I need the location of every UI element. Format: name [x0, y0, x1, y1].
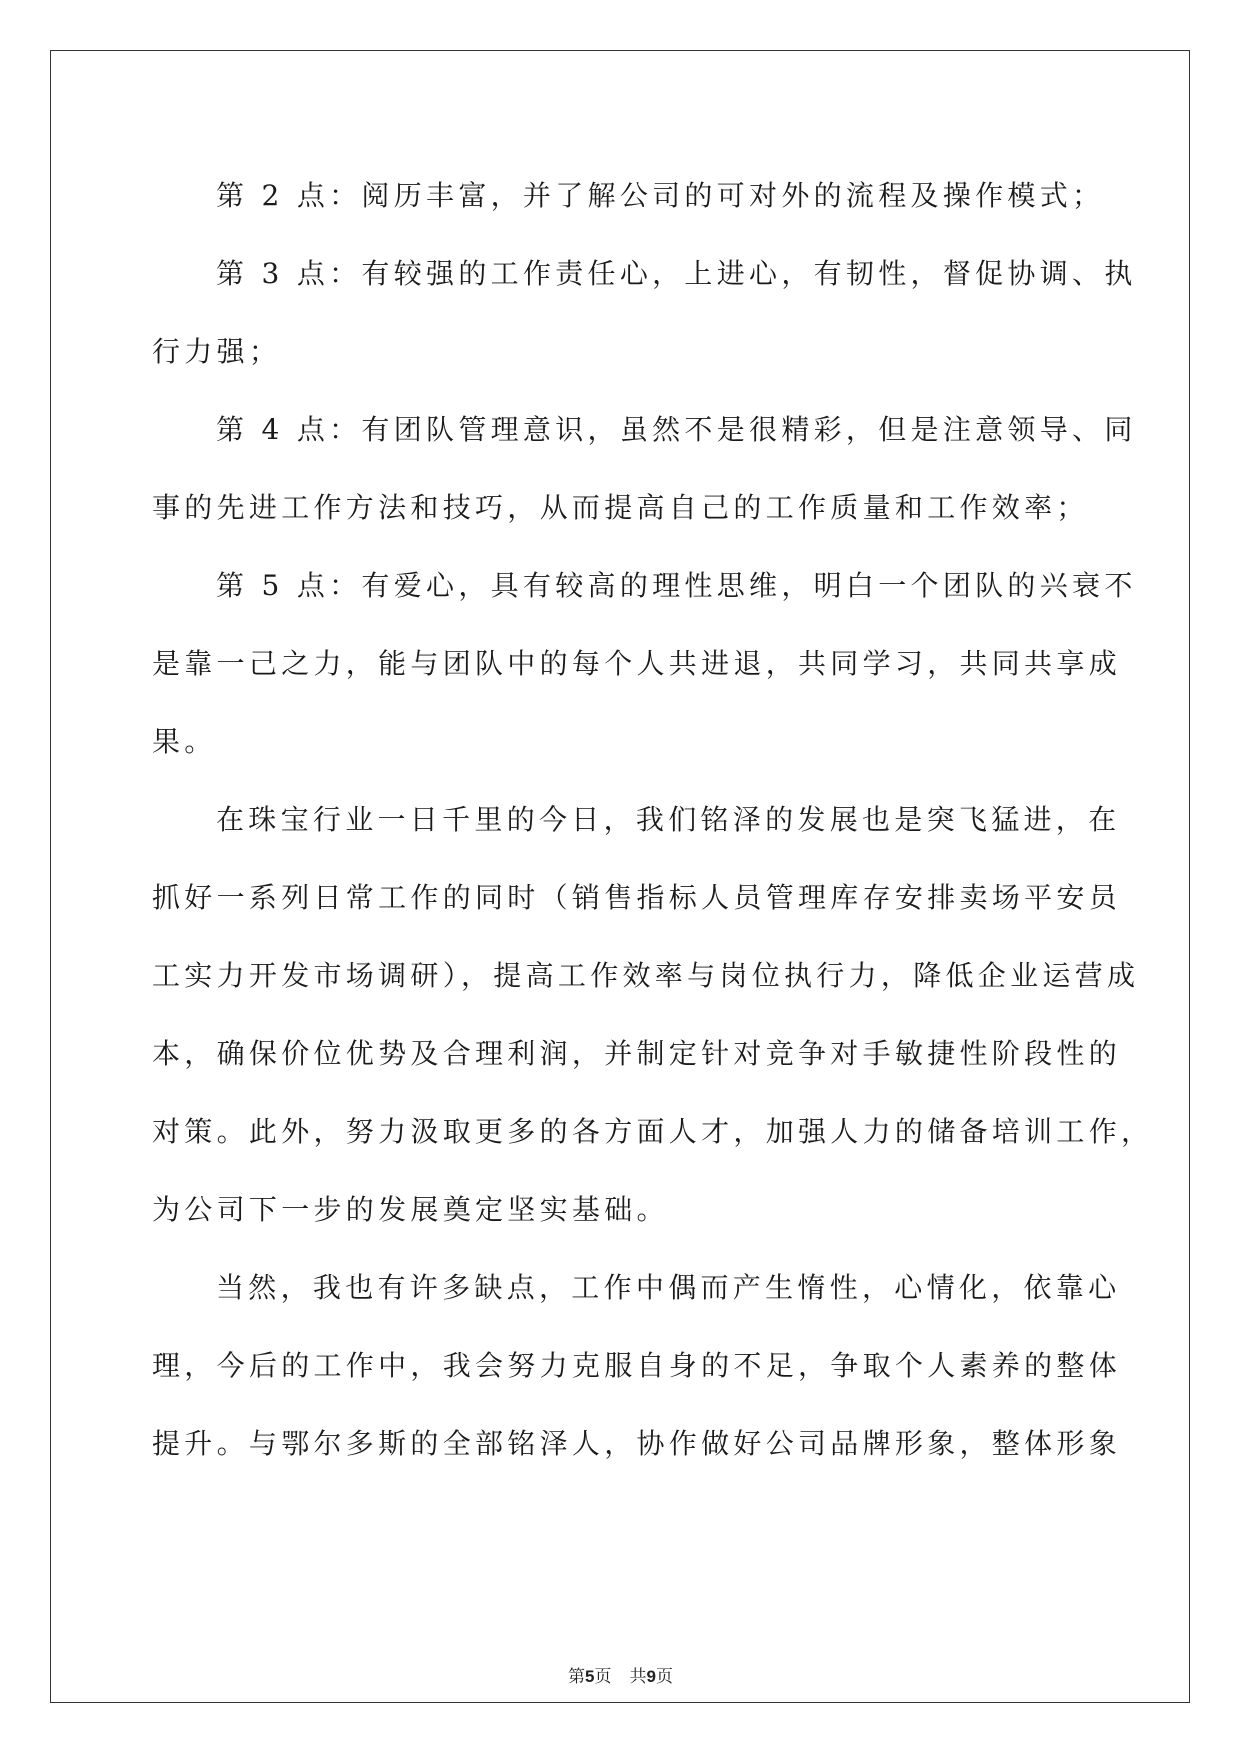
text-line: 抓好一系列日常工作的同时（销售指标人员管理库存安排卖场平安员 [152, 881, 1122, 914]
text-line: 在珠宝行业一日千里的今日，我们铭泽的发展也是突飞猛进，在 [216, 803, 1121, 836]
text-line: 为公司下一步的发展奠定坚实基础。 [152, 1193, 669, 1226]
text-line: 行力强； [152, 335, 282, 368]
document-body [152, 157, 1154, 1483]
page-number: 5 [585, 1667, 595, 1686]
text-line: 本，确保价位优势及合理利润，并制定针对竞争对手敏捷性阶段性的 [152, 1037, 1122, 1070]
page-label-suffix: 页 [594, 1667, 612, 1687]
text-line: 第 5 点：有爱心，具有较高的理性思维，明白一个团队的兴衰不 [216, 569, 1137, 602]
total-label-suffix: 页 [655, 1667, 673, 1687]
text-line: 当然，我也有许多缺点，工作中偶而产生惰性，心情化，依靠心 [216, 1271, 1121, 1304]
total-pages: 9 [646, 1667, 656, 1686]
text-line: 工实力开发市场调研），提高工作效率与岗位执行力，降低企业运营成 [152, 959, 1140, 992]
text-line: 提升。与鄂尔多斯的全部铭泽人，协作做好公司品牌形象，整体形象 [152, 1427, 1122, 1460]
text-line: 果。 [152, 725, 217, 758]
text-line: 第 3 点：有较强的工作责任心，上进心，有韧性，督促协调、执 [216, 257, 1137, 290]
text-line: 第 4 点：有团队管理意识，虽然不是很精彩，但是注意领导、同 [216, 413, 1137, 446]
page-footer [0, 1662, 1241, 1687]
text-line: 是靠一己之力，能与团队中的每个人共进退，共同学习，共同共享成 [152, 647, 1122, 680]
text-line: 事的先进工作方法和技巧，从而提高自己的工作质量和工作效率； [152, 491, 1089, 524]
page-label-prefix: 第 [568, 1667, 586, 1687]
text-line: 对策。此外，努力汲取更多的各方面人才，加强人力的储备培训工作， [152, 1115, 1154, 1148]
total-label-prefix: 共 [629, 1667, 647, 1687]
text-line: 第 2 点：阅历丰富，并了解公司的可对外的流程及操作模式； [216, 179, 1105, 212]
text-line: 理，今后的工作中，我会努力克服自身的不足，争取个人素养的整体 [152, 1349, 1122, 1382]
